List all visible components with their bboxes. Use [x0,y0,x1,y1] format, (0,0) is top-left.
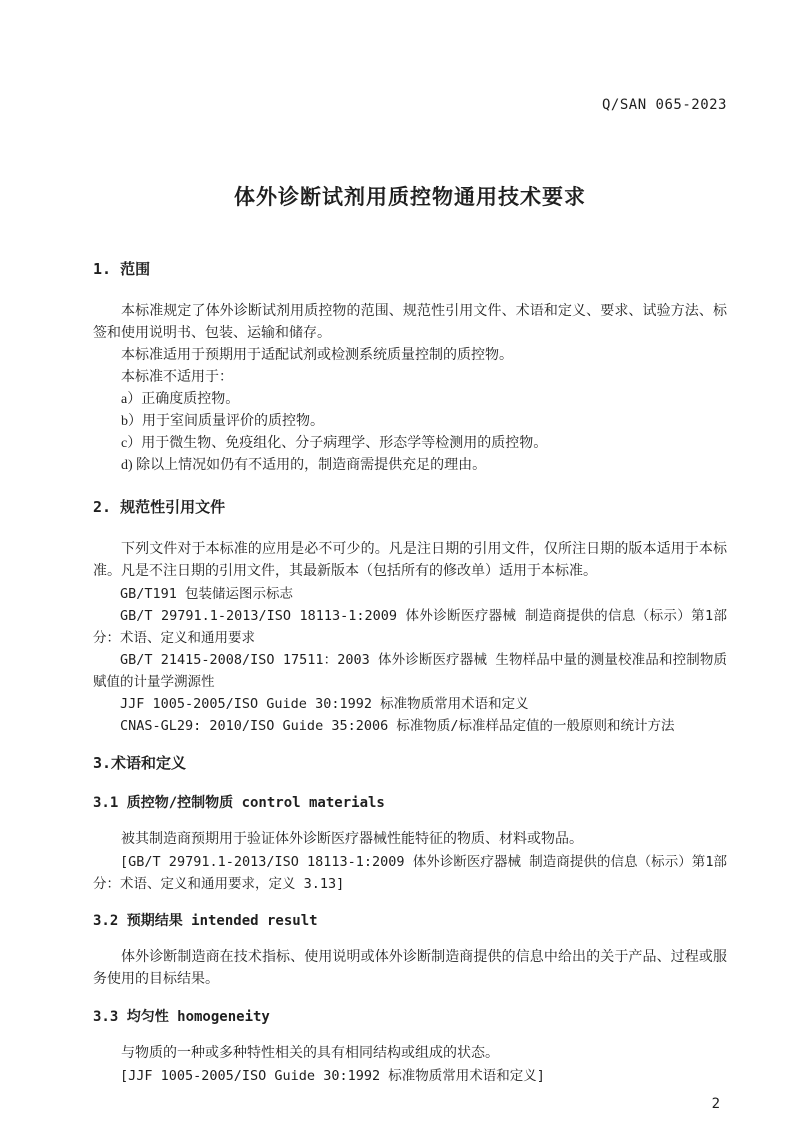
scope-item-a: a）正确度质控物。 [121,392,240,407]
term-3-2-heading: 3.2 预期结果 intended result [93,913,318,929]
section-2-heading: 2. 规范性引用文件 [93,498,226,516]
reference-gbt29791: GB/T 29791.1-2013/ISO 18113-1:2009 体外诊断医疗器械 制造商提供的信息（标示）第1部分：术语、定义和通用要求 [93,608,727,646]
reference-gbt191: GB/T191 包装储运图示标志 [120,586,294,602]
term-3-3-heading: 3.3 均匀性 homogeneity [93,1009,270,1025]
reference-jjf1005: JJF 1005-2005/ISO Guide 30:1992 标准物质常用术语和定义 [120,696,529,712]
document-number: Q/SAN 065-2023 [601,97,727,113]
scope-paragraph-1: 本标准规定了体外诊断试剂用质控物的范围、规范性引用文件、术语和定义、要求、试验方法、标签和使用说明书、包装、运输和储存。 [93,304,727,341]
scope-item-c: c）用于微生物、免疫组化、分子病理学、形态学等检测用的质控物。 [121,436,548,451]
reference-cnas-gl29: CNAS-GL29: 2010/ISO Guide 35:2006 标准物质/标准样品定值的一般原则和统计方法 [120,718,675,734]
term-3-3-definition: 与物质的一种或多种特性相关的具有相同结构或组成的状态。 [121,1046,499,1061]
page-number: 2 [711,1096,720,1112]
scope-paragraph-3: 本标准不适用于： [121,370,233,385]
reference-gbt21415: GB/T 21415-2008/ISO 17511：2003 体外诊断医疗器械 生物样品中量的测量校准品和控制物质赋值的计量学溯源性 [93,652,727,690]
section-3-heading: 3.术语和定义 [93,754,187,772]
term-3-1-definition: 被其制造商预期用于验证体外诊断医疗器械性能特征的物质、材料或物品。 [121,832,583,847]
scope-item-b: b）用于室间质量评价的质控物。 [121,414,324,429]
scope-item-d: d) 除以上情况如仍有不适用的，制造商需提供充足的理由。 [121,458,487,473]
term-3-1-source: [GB/T 29791.1-2013/ISO 18113-1:2009 体外诊断医疗器械 制造商提供的信息（标示）第1部分：术语、定义和通用要求，定义 3.13] [93,854,727,892]
normative-refs-intro: 下列文件对于本标准的应用是必不可少的。凡是注日期的引用文件，仅所注日期的版本适用于本标准。凡是不注日期的引用文件，其最新版本（包括所有的修改单）适用于本标准。 [93,542,727,579]
term-3-2-definition: 体外诊断制造商在技术指标、使用说明或体外诊断制造商提供的信息中给出的关于产品、过程或服务使用的目标结果。 [93,950,727,987]
scope-paragraph-2: 本标准适用于预期用于适配试剂或检测系统质量控制的质控物。 [121,348,513,363]
document-title: 体外诊断试剂用质控物通用技术要求 [234,186,586,209]
term-3-1-heading: 3.1 质控物/控制物质 control materials [93,795,385,811]
term-3-3-source: [JJF 1005-2005/ISO Guide 30:1992 标准物质常用术语和定义] [120,1068,545,1084]
section-1-heading: 1. 范围 [93,260,151,278]
